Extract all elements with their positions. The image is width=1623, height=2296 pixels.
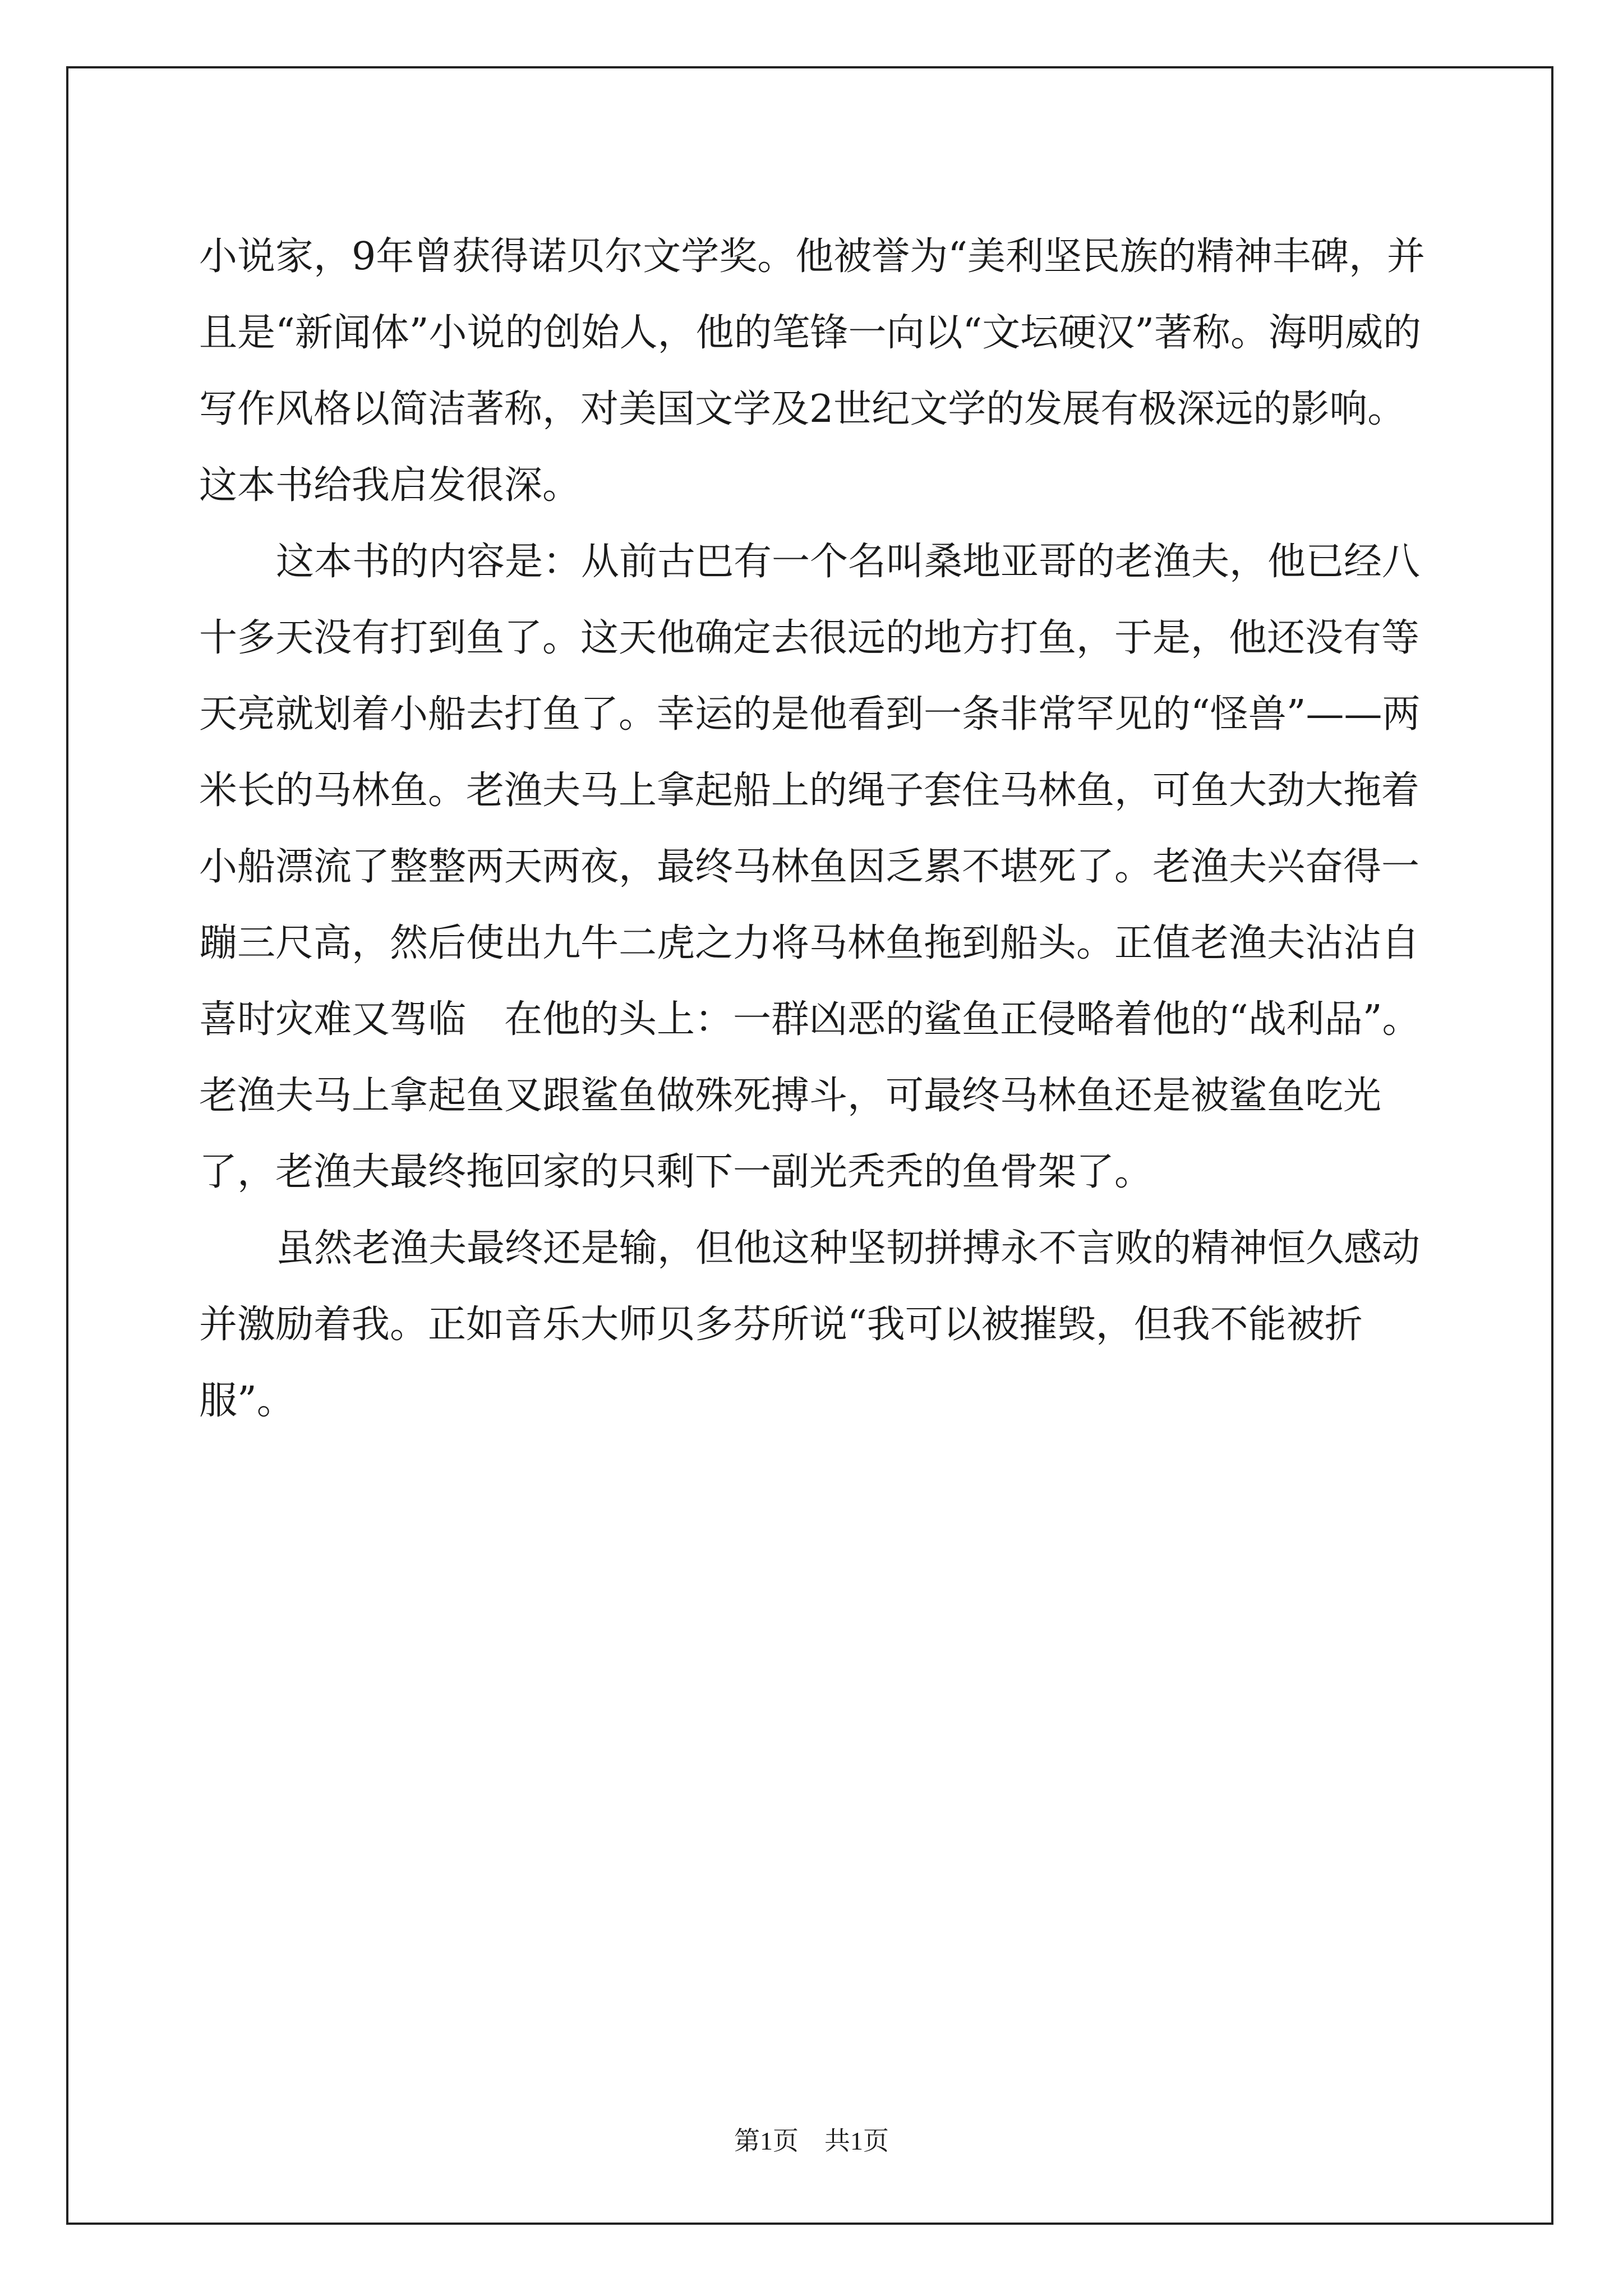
paragraph-1: 小说家，9年曾获得诺贝尔文学奖。他被誉为“美利坚民族的精神丰碑，并且是“新闻体”小说的创始人，他的笔锋一向以“文坛硬汉”著称。海明威的写作风格以简洁著称，对美国文学及2世纪文学的发展有极深远的影响。这本书给我启发很深。 — [199, 234, 1426, 508]
document-body — [199, 219, 1430, 1439]
paragraph-2: 这本书的内容是：从前古巴有一个名叫桑地亚哥的老渔夫，他已经八十多天没有打到鱼了。这天他确定去很远的地方打鱼，于是，他还没有等天亮就划着小船去打鱼了。幸运的是他看到一条非常罕见的“怪兽”——两米长的马林鱼。老渔夫马上拿起船上的绳子套住马林鱼，可鱼大劲大拖着小船漂流了整整两天两夜，最终马林鱼因乏累不堪死了。老渔夫兴奋得一蹦三尺高，然后使出九牛二虎之力将马林鱼拖到船头。正值老渔夫沾沾自喜时灾难又驾临 在他的头上：一群凶恶的鲨鱼正侵略着他的“战利品”。老渔夫马上拿起鱼叉跟鲨鱼做殊死搏斗，可最终马林鱼还是被鲨鱼吃光了，老渔夫最终拖回家的只剩下一副光秃秃的鱼骨架了。 — [199, 540, 1421, 1194]
paragraph-3: 虽然老渔夫最终还是输，但他这种坚韧拼搏永不言败的精神恒久感动并激励着我。正如音乐大师贝多芬所说“我可以被摧毁，但我不能被折服”。 — [199, 1226, 1421, 1423]
page-footer: 第1页 共1页 — [734, 2127, 889, 2155]
